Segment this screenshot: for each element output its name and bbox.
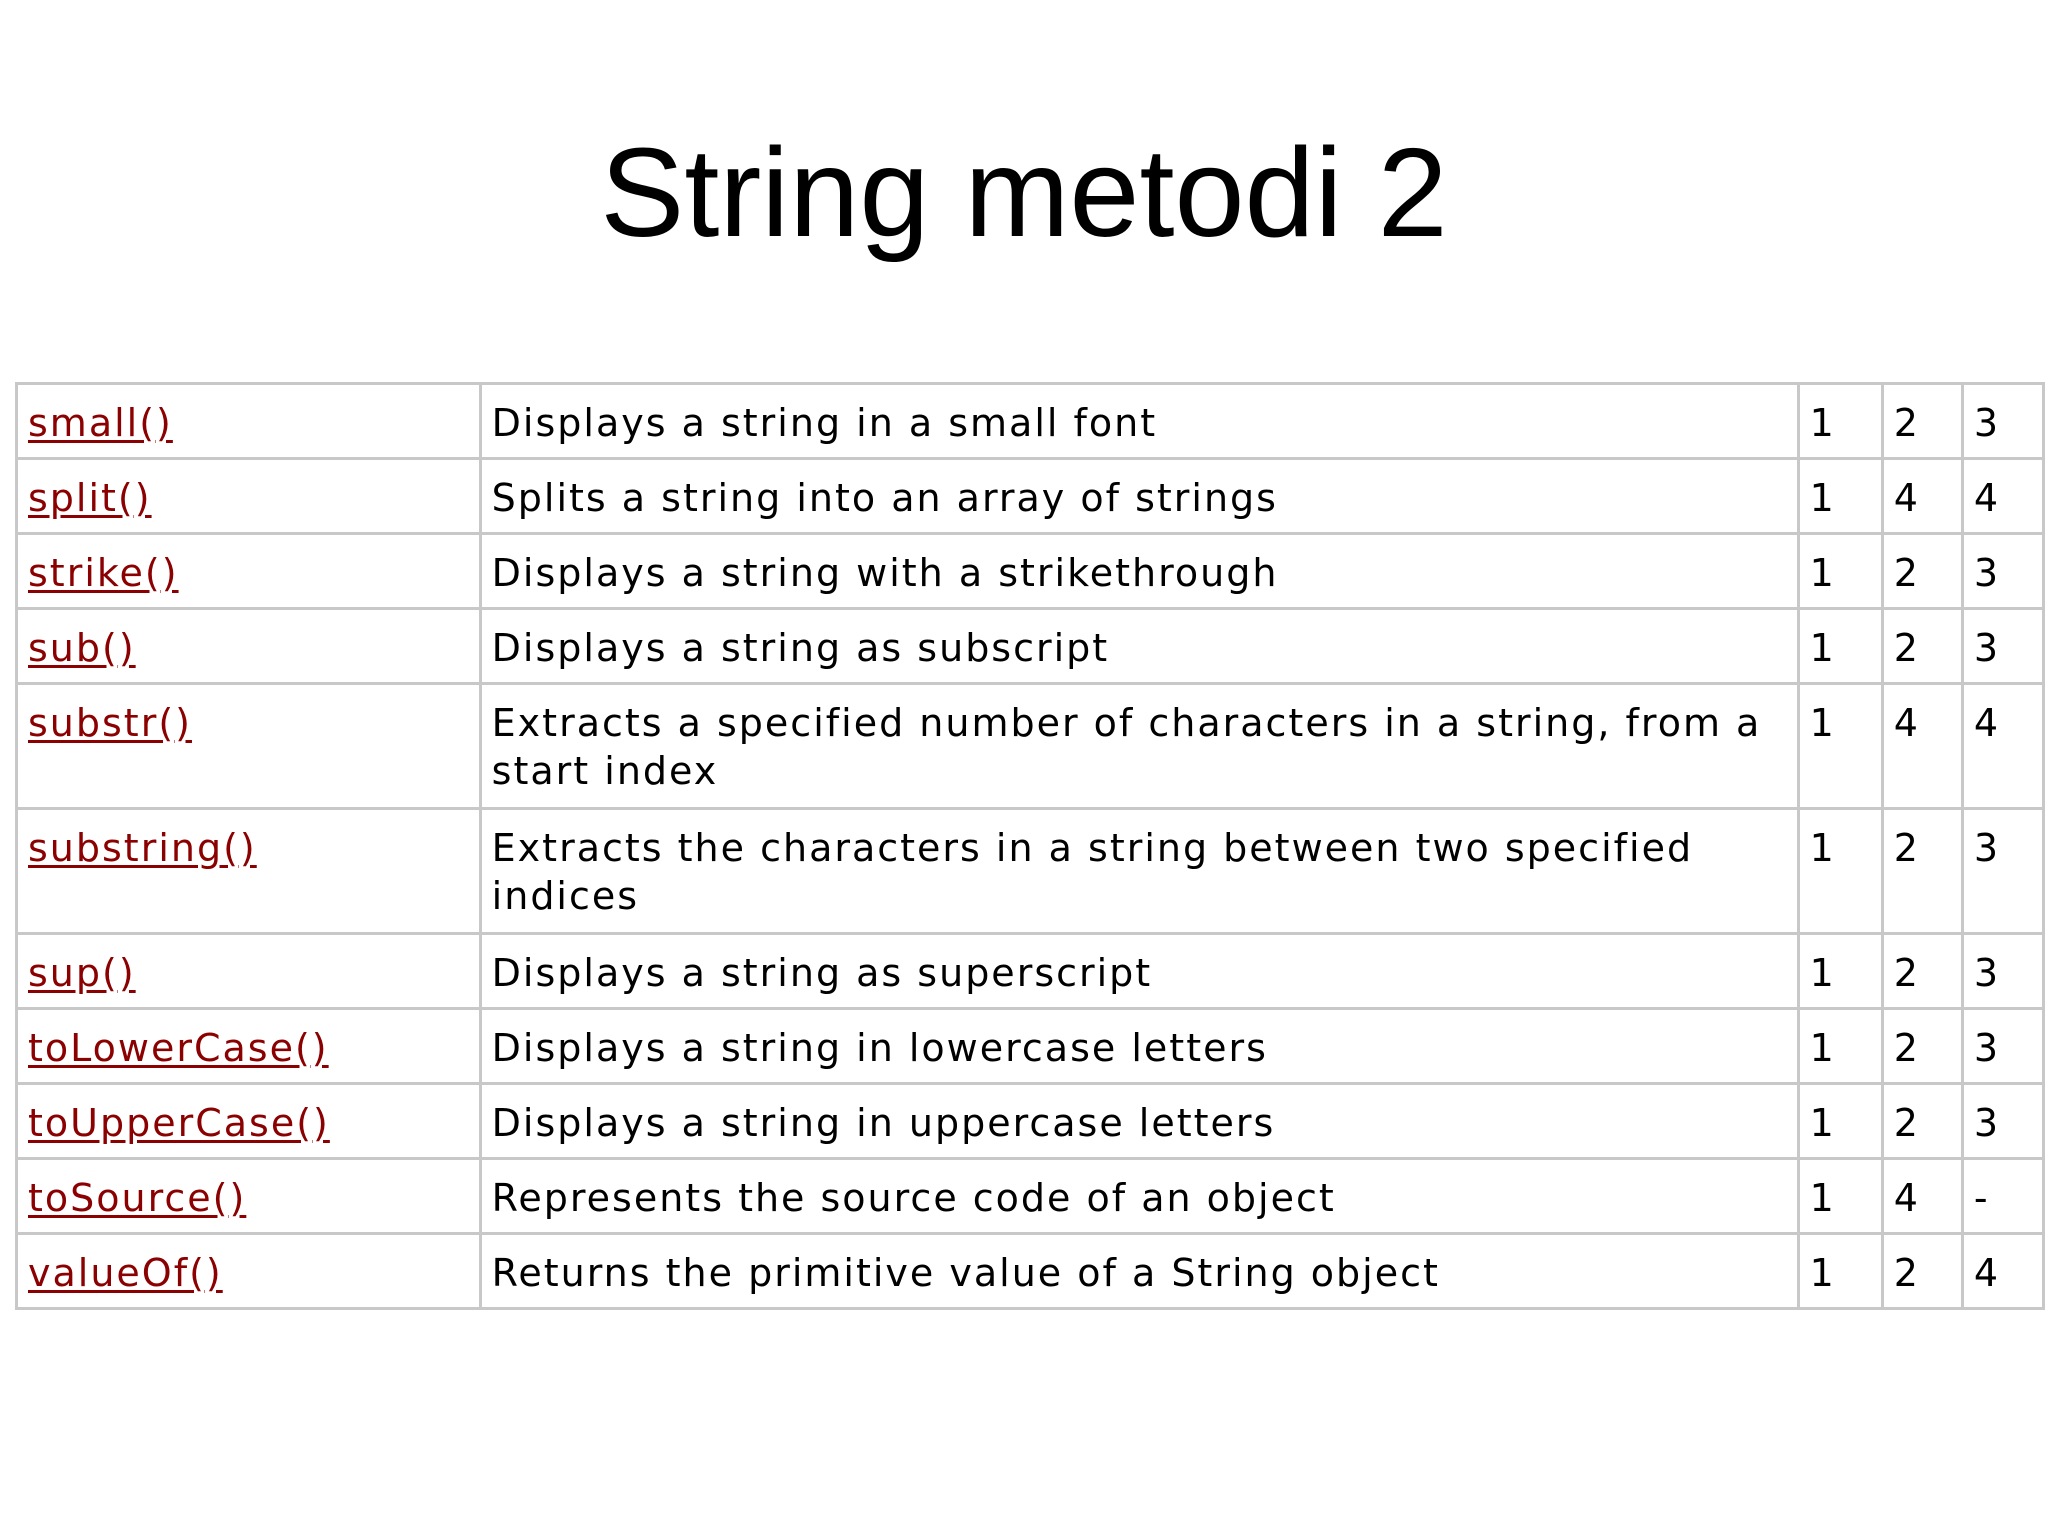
table-row	[17, 1009, 2044, 1084]
version-cell-2: 2	[1882, 609, 1962, 684]
version-cell-1: 1	[1798, 809, 1882, 934]
table-row	[17, 609, 2044, 684]
description-cell: Displays a string as superscript	[480, 934, 1798, 1009]
method-link-sub[interactable]: sub()	[28, 626, 136, 670]
version-cell-2: 4	[1882, 459, 1962, 534]
method-cell	[17, 1084, 481, 1159]
version-cell-2: 2	[1882, 934, 1962, 1009]
string-methods-table	[15, 382, 2045, 1310]
slide-title: String metodi 2	[600, 122, 1448, 263]
table-row	[17, 809, 2044, 934]
description-cell: Displays a string in a small font	[480, 384, 1798, 459]
description-cell: Represents the source code of an object	[480, 1159, 1798, 1234]
method-cell	[17, 1234, 481, 1309]
method-link-small[interactable]: small()	[28, 401, 173, 445]
method-cell	[17, 1009, 481, 1084]
method-cell	[17, 384, 481, 459]
version-cell-2: 2	[1882, 809, 1962, 934]
version-cell-2: 2	[1882, 1084, 1962, 1159]
version-cell-2: 2	[1882, 1009, 1962, 1084]
version-cell-2: 2	[1882, 534, 1962, 609]
version-cell-1: 1	[1798, 1009, 1882, 1084]
table-row	[17, 459, 2044, 534]
description-cell: Displays a string in lowercase letters	[480, 1009, 1798, 1084]
method-cell	[17, 1159, 481, 1234]
version-cell-3: 3	[1962, 934, 2043, 1009]
method-cell	[17, 459, 481, 534]
version-cell-3: 3	[1962, 1084, 2043, 1159]
description-cell: Extracts the characters in a string between two specified indices	[480, 809, 1798, 934]
description-cell: Displays a string in uppercase letters	[480, 1084, 1798, 1159]
method-link-substring[interactable]: substring()	[28, 826, 257, 870]
table-row	[17, 684, 2044, 809]
version-cell-1: 1	[1798, 384, 1882, 459]
method-cell	[17, 934, 481, 1009]
table-row	[17, 1084, 2044, 1159]
method-cell	[17, 809, 481, 934]
method-link-sup[interactable]: sup()	[28, 951, 136, 995]
version-cell-1: 1	[1798, 534, 1882, 609]
version-cell-2: 4	[1882, 684, 1962, 809]
description-cell: Displays a string with a strikethrough	[480, 534, 1798, 609]
version-cell-1: 1	[1798, 684, 1882, 809]
description-cell: Extracts a specified number of characters in a string, from a start index	[480, 684, 1798, 809]
version-cell-3: 3	[1962, 609, 2043, 684]
method-link-valueof[interactable]: valueOf()	[28, 1251, 223, 1295]
method-cell	[17, 684, 481, 809]
version-cell-3: 3	[1962, 1009, 2043, 1084]
method-link-tolowercase[interactable]: toLowerCase()	[28, 1026, 329, 1070]
description-cell: Splits a string into an array of strings	[480, 459, 1798, 534]
method-cell	[17, 534, 481, 609]
version-cell-1: 1	[1798, 934, 1882, 1009]
table-row	[17, 384, 2044, 459]
version-cell-1: 1	[1798, 1084, 1882, 1159]
version-cell-3: 3	[1962, 534, 2043, 609]
version-cell-3: 4	[1962, 1234, 2043, 1309]
version-cell-2: 4	[1882, 1159, 1962, 1234]
method-link-tosource[interactable]: toSource()	[28, 1176, 247, 1220]
version-cell-1: 1	[1798, 1159, 1882, 1234]
table-row	[17, 534, 2044, 609]
method-link-strike[interactable]: strike()	[28, 551, 179, 595]
version-cell-3: 4	[1962, 459, 2043, 534]
method-link-touppercase[interactable]: toUpperCase()	[28, 1101, 330, 1145]
method-link-substr[interactable]: substr()	[28, 701, 192, 745]
description-cell: Returns the primitive value of a String object	[480, 1234, 1798, 1309]
version-cell-2: 2	[1882, 1234, 1962, 1309]
version-cell-1: 1	[1798, 1234, 1882, 1309]
version-cell-2: 2	[1882, 384, 1962, 459]
method-link-split[interactable]: split()	[28, 476, 152, 520]
table-row	[17, 1159, 2044, 1234]
method-cell	[17, 609, 481, 684]
table-row	[17, 934, 2044, 1009]
version-cell-3: 3	[1962, 384, 2043, 459]
version-cell-1: 1	[1798, 459, 1882, 534]
version-cell-3: 4	[1962, 684, 2043, 809]
table-row	[17, 1234, 2044, 1309]
version-cell-3: -	[1962, 1159, 2043, 1234]
description-cell: Displays a string as subscript	[480, 609, 1798, 684]
version-cell-3: 3	[1962, 809, 2043, 934]
version-cell-1: 1	[1798, 609, 1882, 684]
